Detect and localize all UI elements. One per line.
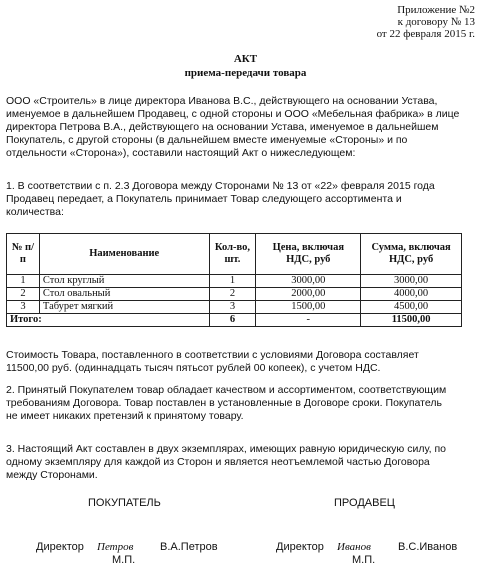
appendix-line-1: Приложение №2 (397, 4, 475, 16)
cost-paragraph (6, 349, 483, 375)
seller-heading: ПРОДАВЕЦ (334, 497, 395, 509)
header-price: Цена, включая НДС, руб (256, 234, 361, 275)
document-subtitle: приема-передачи товара (184, 67, 307, 79)
appendix-line-3: от 22 февраля 2015 г. (376, 28, 475, 40)
document-title: АКТ (233, 53, 258, 65)
header-number: № п/п (7, 234, 40, 275)
cost-line: 11500,00 руб. (одиннадцать тысяч пятьсот рублей 00 копеек), с учетом НДС. (6, 362, 381, 374)
table-row (7, 301, 462, 314)
table-header-row (7, 234, 462, 275)
buyer-heading: ПОКУПАТЕЛЬ (88, 497, 161, 509)
buyer-role: Директор (36, 541, 84, 553)
intro-paragraph (6, 95, 483, 160)
intro-line: отдельности «Сторона»), составили настоящий Акт о нижеследующем: (6, 147, 356, 159)
row-name: Стол овальный (39, 288, 209, 301)
intro-line: ООО «Строитель» в лице директора Иванова В.С., действующего на основании Устава, (6, 95, 438, 107)
intro-line: Покупатель, с другой стороны (в дальнейшем вместе именуемые «Стороны» и по (6, 134, 408, 146)
row-name: Табурет мягкий (39, 301, 209, 314)
cost-line: Стоимость Товара, поставленного в соответствии с условиями Договора составляет (6, 349, 419, 361)
buyer-stamp-place: М.П. (112, 554, 136, 566)
table-row (7, 275, 462, 288)
clause-3-line: 3. Настоящий Акт составлен в двух экземплярах, имеющих равную юридическую силу, по (6, 443, 447, 455)
header-quantity: Кол-во, шт. (209, 234, 256, 275)
buyer-signature: Петров (97, 541, 134, 553)
row-number: 1 (7, 275, 40, 288)
clause-1-line: Продавец передает, а Покупатель принимает Товар следующего ассортимента и (6, 193, 402, 205)
total-quantity: 6 (209, 314, 256, 327)
row-sum: 4500,00 (361, 301, 462, 314)
row-price: 3000,00 (256, 275, 361, 288)
clause-1-paragraph (6, 180, 483, 219)
clause-3-line: одному экземпляру для каждой из Сторон и является неотъемлемой частью Договора (6, 456, 430, 468)
clause-3-paragraph (6, 443, 483, 482)
intro-line: именуемое в дальнейшем Продавец, с одной стороны и ООО «Мебельная фабрика» в лице (6, 108, 460, 120)
appendix-line-2: к договору № 13 (397, 16, 475, 28)
row-sum: 4000,00 (361, 288, 462, 301)
intro-line: директора Петрова В.А., действующего на основании Устава, именуемое в дальнейшем (6, 121, 439, 133)
row-number: 2 (7, 288, 40, 301)
goods-table (6, 233, 462, 327)
row-name: Стол круглый (39, 275, 209, 288)
clause-3-line: между Сторонами. (6, 469, 98, 481)
total-sum: 11500,00 (361, 314, 462, 327)
clause-1-line: 1. В соответствии с п. 2.3 Договора между Сторонами № 13 от «22» февраля 2015 года (6, 180, 435, 192)
clause-2-line: требованиям Договора. Товар поставлен в установленные в Договоре сроки. Покупатель (6, 397, 442, 409)
total-price: - (256, 314, 361, 327)
clause-2-line: не имеет никаких претензий к принятому товару. (6, 410, 244, 422)
buyer-name: В.А.Петров (160, 541, 218, 553)
row-price: 1500,00 (256, 301, 361, 314)
row-quantity: 2 (209, 288, 256, 301)
clause-1-line: количества: (6, 206, 64, 218)
row-quantity: 3 (209, 301, 256, 314)
header-sum: Сумма, включая НДС, руб (361, 234, 462, 275)
header-name: Наименование (39, 234, 209, 275)
row-number: 3 (7, 301, 40, 314)
clause-2-paragraph (6, 384, 483, 423)
table-row (7, 288, 462, 301)
table-total-row (7, 314, 462, 327)
seller-stamp-place: М.П. (352, 554, 376, 566)
total-label: Итого: (7, 314, 210, 327)
appendix-block (377, 4, 475, 40)
row-sum: 3000,00 (361, 275, 462, 288)
clause-2-line: 2. Принятый Покупателем товар обладает качеством и ассортиментом, соответствующим (6, 384, 447, 396)
seller-role: Директор (276, 541, 324, 553)
row-price: 2000,00 (256, 288, 361, 301)
row-quantity: 1 (209, 275, 256, 288)
seller-signature: Иванов (337, 541, 371, 553)
seller-name: В.С.Иванов (398, 541, 458, 553)
